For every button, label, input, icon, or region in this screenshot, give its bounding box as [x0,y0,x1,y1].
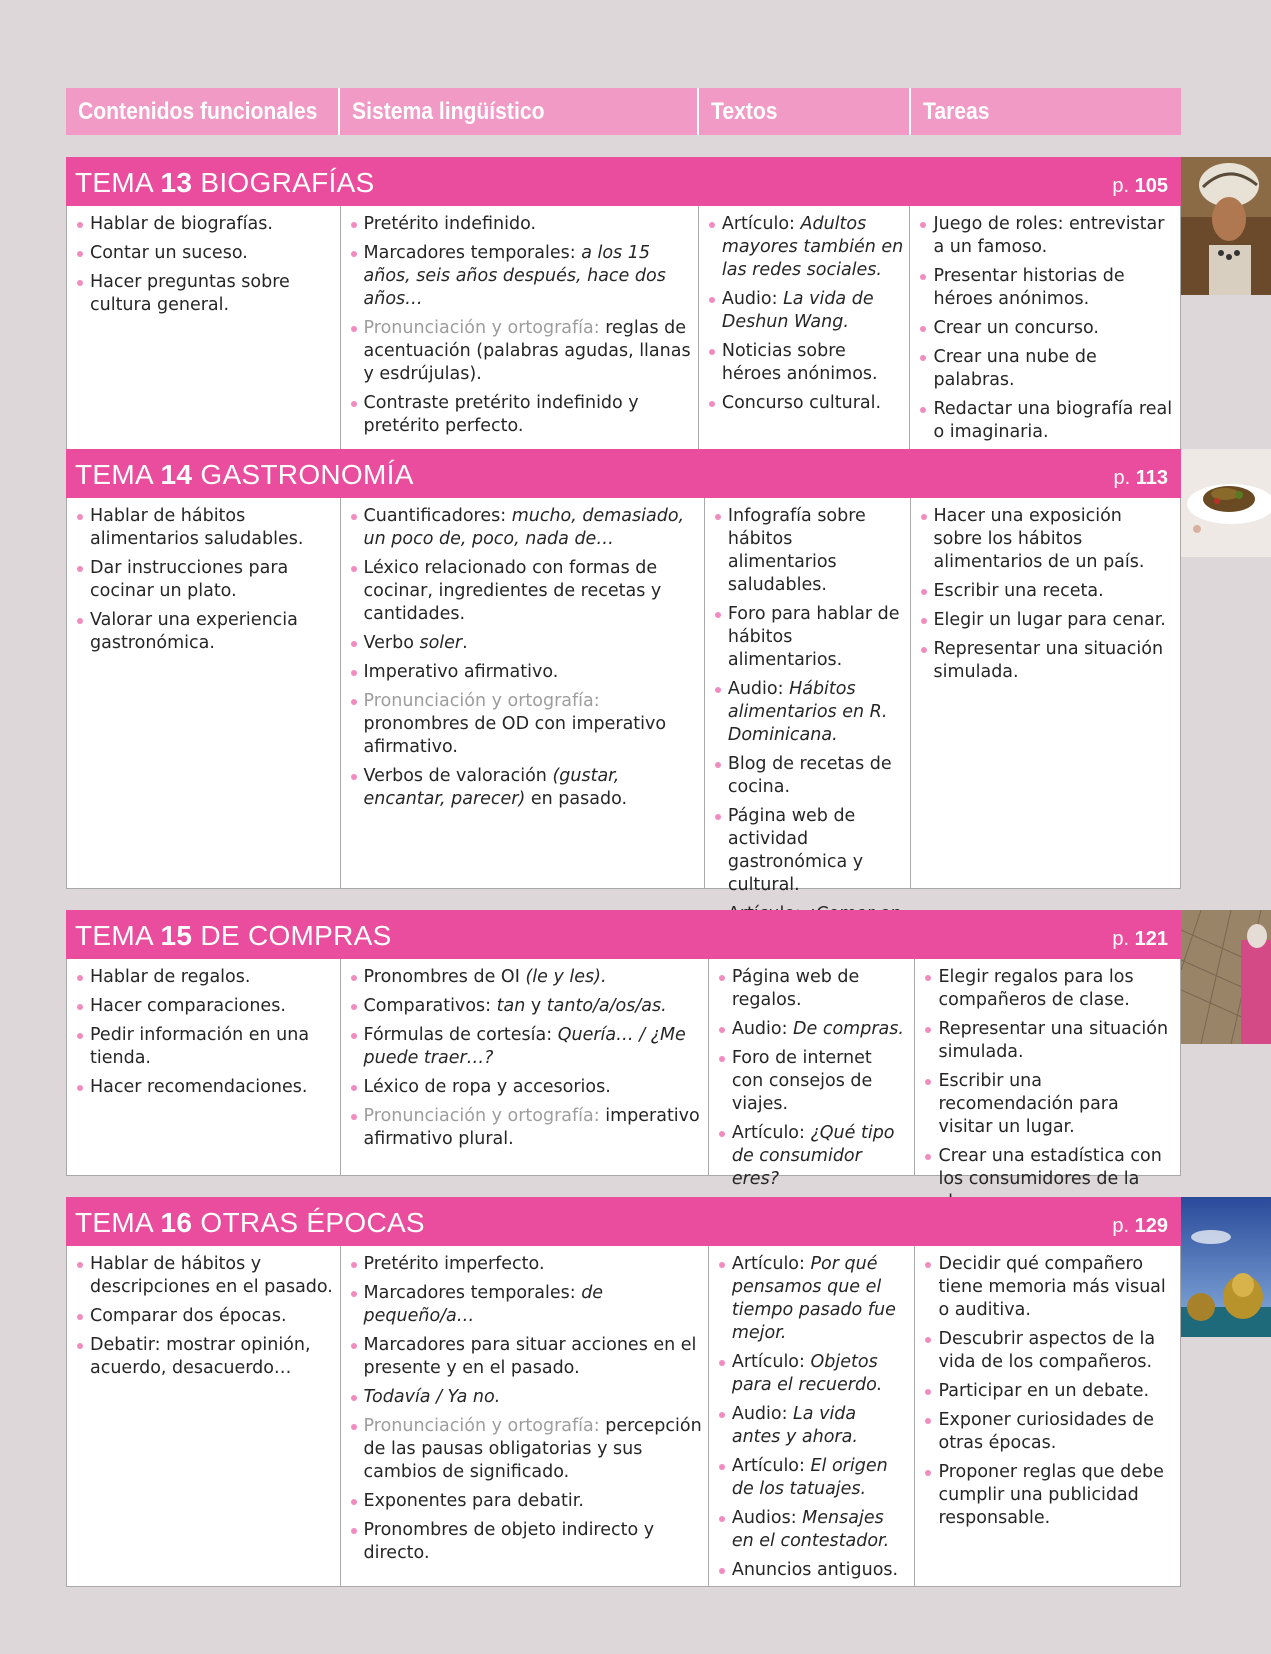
list-item [349,1024,702,1070]
header-textos: Textos [699,88,911,135]
list-item: Hacer preguntas sobre cultura general. [75,271,334,317]
text-segment: De compras. [793,1019,904,1039]
column-linguistico [341,959,709,1175]
unit-title: TEMA 13 BIOGRAFÍAS [75,167,375,198]
list-item [349,1386,702,1409]
text-segment: Marcadores temporales: [363,1283,582,1303]
text-segment: El origen de los tatuajes. [731,1456,888,1499]
text-segment: . [462,633,468,653]
pronunciation-label: Pronunciación y ortografía: [363,318,600,338]
list-item: Hablar de hábitos y descripciones en el pasado. [75,1253,334,1299]
list-item [707,213,904,282]
list-item [707,340,904,386]
unit-15 [66,910,1181,1189]
list-item: Elegir regalos para los compañeros de clase. [923,966,1174,1012]
list-item [713,505,904,597]
text-segment: Todavía / Ya no. [363,1387,501,1407]
list-item [349,690,698,759]
text-segment: Pretérito indefinido. [363,214,537,234]
list-item [349,1076,702,1099]
unit-title-bar [66,449,1181,498]
list-item [717,1507,909,1553]
text-segment: Audio: [731,1404,794,1424]
list-item [717,1403,909,1449]
list-item [707,392,904,415]
list-item [349,1490,702,1513]
food-dish-photo [1181,449,1271,557]
text-segment: Verbo [363,633,420,653]
list-item [713,753,904,799]
text-segment: Léxico relacionado con formas de cocinar, ingredientes de recetas y cantidades. [363,558,662,624]
list-item [717,1122,909,1191]
text-segment: Infografía sobre hábitos alimentarios saludables. [727,506,866,595]
text-segment: Marcadores temporales: [363,243,582,263]
list-item: Exponer curiosidades de otras épocas. [923,1409,1174,1455]
list-item: Redactar una biografía real o imaginaria. [918,398,1174,444]
list-item [349,966,702,989]
unit-page-number[interactable]: p. 113 [1113,467,1168,489]
list-item [349,213,692,236]
list-item [349,557,698,626]
list-item [349,392,692,438]
list-item [707,288,904,334]
text-segment: Objetos para el recuerdo. [731,1352,883,1395]
list-item: Presentar historias de héroes anónimos. [918,265,1174,311]
list-item [349,765,698,811]
column-funcionales [67,959,341,1175]
text-segment: La vida antes y ahora. [731,1404,858,1447]
text-segment: Imperativo afirmativo. [363,662,559,682]
list-item: Dar instrucciones para cocinar un plato. [75,557,334,603]
list-item: Proponer reglas que debe cumplir una publicidad responsable. [923,1461,1174,1530]
list-item: Hacer comparaciones. [75,995,334,1018]
text-segment: Léxico de ropa y accesorios. [363,1077,611,1097]
text-segment: Pronombres de OI [363,967,526,987]
header-tareas: Tareas [911,88,1181,135]
text-segment: Audios: [731,1508,803,1528]
text-segment: tanto/a/os/as. [546,996,667,1016]
list-item [717,1351,909,1397]
list-item [349,632,698,655]
text-segment: pronombres de OD con imperativo afirmativo. [363,714,667,757]
unit-title: TEMA 15 DE COMPRAS [75,920,392,951]
text-segment: Comparativos: [363,996,497,1016]
list-item [349,1415,702,1484]
text-segment: Quería… / ¿Me puede traer…? [363,1025,686,1068]
text-segment: Foro para hablar de hábitos alimentarios. [727,604,900,670]
list-item: Hablar de regalos. [75,966,334,989]
unit-16 [66,1197,1181,1587]
list-item [349,505,698,551]
text-segment: Audio: [731,1019,794,1039]
list-item: Crear una estadística con los consumidores de la [923,1145,1174,1214]
text-segment: a los 15 años, seis años después, hace dos años… [363,243,666,309]
text-segment: Artículo: [721,214,801,234]
column-textos [699,206,911,478]
column-tareas [911,498,1181,888]
list-item [349,661,698,684]
text-segment: Hábitos alimentarios en R. Dominicana. [727,679,888,745]
text-segment: Página web de actividad gastronómica y cultural. [727,806,864,895]
text-segment: Concurso cultural. [721,393,882,413]
list-item: Hacer una exposición sobre los hábitos alimentarios de un país. [919,505,1175,574]
unit-content-row [66,959,1181,1189]
unit-title-bar [66,1197,1181,1246]
column-textos [705,498,911,895]
list-item: Escribir una receta. [919,580,1175,603]
list-item [717,966,909,1012]
column-textos [709,1246,916,1586]
column-funcionales [67,206,341,478]
list-item [713,603,904,672]
unit-title-bar [66,157,1181,206]
pronunciation-label: Pronunciación y ortografía: [363,691,600,711]
text-segment: mucho, demasiado, un poco de, poco, nada de… [363,506,685,549]
column-funcionales [67,498,341,888]
text-segment: Artículo: [731,1456,811,1476]
column-funcionales [67,1246,341,1586]
column-tareas [915,959,1180,1189]
text-segment: reglas de acentuación (palabras agudas, llanas y esdrújulas). [363,318,691,384]
unit-page-number[interactable]: p. 105 [1112,175,1168,197]
text-segment: La vida de Deshun Wang. [721,289,874,332]
list-item [349,1282,702,1328]
list-item [349,1334,702,1380]
shopping-scene-photo [1181,910,1271,1044]
list-item [349,317,692,386]
golden-statues-photo [1181,1197,1271,1337]
text-segment: Marcadores para situar acciones en el presente y en el pasado. [363,1335,697,1378]
list-item: Hablar de hábitos alimentarios saludables. [75,505,334,551]
unit-title: TEMA 16 OTRAS ÉPOCAS [75,1207,425,1238]
list-item [717,1455,909,1501]
text-segment: Blog de recetas de cocina. [727,754,892,797]
text-segment: Anuncios antiguos. [731,1560,899,1580]
text-segment: Noticias sobre héroes anónimos. [721,341,878,384]
column-tareas [910,206,1180,478]
text-segment: imperativo afirmativo plural. [363,1106,700,1149]
list-item: Pedir información en una tienda. [75,1024,334,1070]
text-segment: tan [496,996,526,1016]
list-item: Crear un concurso. [918,317,1174,340]
list-item [717,1018,909,1041]
text-segment: Por qué pensamos que el tiempo pasado fue mejor. [731,1254,896,1343]
text-segment: Exponentes para debatir. [363,1491,584,1511]
column-linguistico [341,1246,709,1586]
list-item [717,1559,909,1582]
text-segment: ¿Qué tipo de consumidor eres? [731,1123,895,1189]
unit-page-number[interactable]: p. 121 [1112,928,1168,950]
unit-title: TEMA 14 GASTRONOMÍA [75,459,414,490]
unit-content-row [66,498,1181,895]
column-textos [709,959,916,1189]
text-segment: y [525,996,547,1016]
text-segment: Audio: [721,289,784,309]
column-linguistico [341,498,705,888]
text-segment: Pretérito imperfecto. [363,1254,545,1274]
list-item: Participar en un debate. [923,1380,1174,1403]
list-item [717,1253,909,1345]
unit-content-row [66,1246,1181,1587]
list-item: Representar una situación simulada. [923,1018,1174,1064]
text-segment: Audio: [727,679,790,699]
list-item [713,805,904,897]
list-item: Hacer recomendaciones. [75,1076,334,1099]
pronunciation-label: Pronunciación y ortografía: [363,1416,600,1436]
text-segment: percepción de las pausas obligatorias y sus cambios de significado. [363,1416,702,1482]
list-item: Representar una situación simulada. [919,638,1175,684]
unit-14 [66,449,1181,895]
woman-headscarf-photo [1181,157,1271,295]
text-segment: Cuantificadores: [363,506,512,526]
text-segment: Mensajes en el contestador. [731,1508,890,1551]
column-linguistico [341,206,699,478]
unit-page-number[interactable]: p. 129 [1112,1215,1168,1237]
pronunciation-label: Pronunciación y ortografía: [363,1106,600,1126]
text-segment: Contraste pretérito indefinido y pretérito perfecto. [363,393,639,436]
text-segment: Pronombres de objeto indirecto y directo. [363,1520,655,1563]
list-item: Elegir un lugar para cenar. [919,609,1175,632]
list-item: Comparar dos épocas. [75,1305,334,1328]
column-tareas [915,1246,1180,1586]
text-segment: en pasado. [525,789,628,809]
text-segment: (gustar, encantar, parecer) [363,766,620,809]
text-segment: Verbos de valoración [363,766,553,786]
text-segment: Página web de regalos. [731,967,860,1010]
text-segment: Artículo: [731,1352,811,1372]
list-item [713,678,904,747]
list-item [717,1047,909,1116]
text-segment: Artículo: [731,1123,811,1143]
header-contenidos-funcionales: Contenidos funcionales [66,88,340,135]
text-segment: (le y les). [525,967,607,987]
list-item: Debatir: mostrar opinión, acuerdo, desacuerdo… [75,1334,334,1380]
text-segment: Artículo: [731,1254,811,1274]
header-sistema-linguistico: Sistema lingüístico [340,88,699,135]
list-item: Decidir qué compañero tiene memoria más visual o auditiva. [923,1253,1174,1322]
list-item [349,995,702,1018]
list-item: Hablar de biografías. [75,213,334,236]
unit-13 [66,157,1181,479]
unit-content-row [66,206,1181,479]
list-item: Crear una nube de palabras. [918,346,1174,392]
text-segment: de pequeño/a… [363,1283,604,1326]
text-segment: Adultos mayores también en las redes sociales. [721,214,904,280]
list-item: Contar un suceso. [75,242,334,265]
list-item [349,1519,702,1565]
list-item: Escribir una recomendación para visitar un lugar. [923,1070,1174,1139]
list-item: Valorar una experiencia gastronómica. [75,609,334,655]
list-item: Descubrir aspectos de la vida de los compañeros. [923,1328,1174,1374]
list-item [349,1105,702,1151]
text-segment: Fórmulas de cortesía: [363,1025,558,1045]
list-item [349,1253,702,1276]
column-header-row [66,88,1181,135]
unit-title-bar [66,910,1181,959]
text-segment: Foro de internet con consejos de viajes. [731,1048,873,1114]
list-item: Juego de roles: entrevistar a un famoso. [918,213,1174,259]
text-segment: soler [419,633,463,653]
list-item [349,242,692,311]
